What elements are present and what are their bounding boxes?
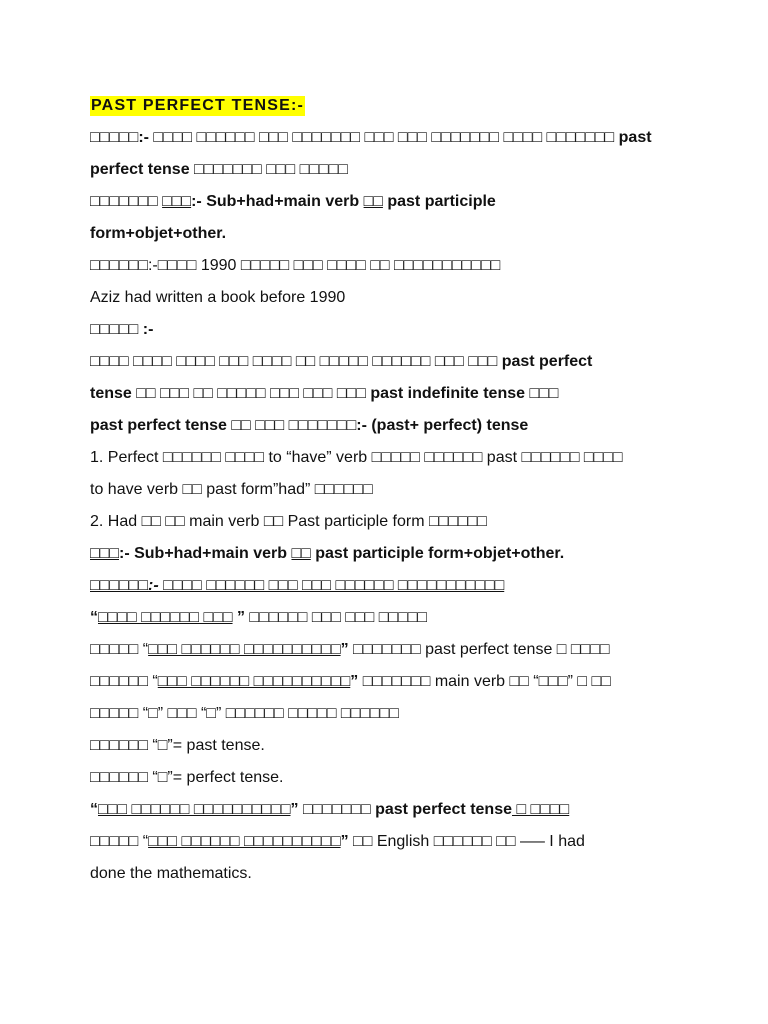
line-6 (90, 282, 690, 314)
line-16 (90, 602, 690, 634)
text-run: □□□□□□□ (90, 193, 163, 210)
text-run: □□ English □□□□□□ □□ —– I had (348, 833, 585, 850)
line-1 (90, 122, 690, 154)
line-17 (90, 634, 690, 666)
text-run: ” (340, 833, 349, 850)
line-12 (90, 474, 690, 506)
line-20 (90, 730, 690, 762)
text-run: □□□□□ :- (90, 321, 154, 338)
text-run: □□□□□□ “□”= perfect tense. (90, 769, 284, 786)
text-run: “ (90, 801, 98, 818)
text-run: □ □□□□ (512, 801, 570, 818)
text-run: □□□□ □□□□□□ □□□ (98, 609, 233, 626)
text-run: done the mathematics. (90, 865, 252, 882)
text-run: □□ (291, 545, 311, 562)
text-run: ” (232, 609, 245, 626)
line-13 (90, 506, 690, 538)
line-10 (90, 410, 690, 442)
text-run: □□□ (525, 385, 559, 402)
line-heading (90, 90, 690, 122)
text-run: □□□□□□ “□”= past tense. (90, 737, 265, 754)
text-run: □□ □□□ □□□□□□□:- (past+ perfect) tense (226, 417, 529, 434)
text-run: □□□ □□□□□□ □□□□□□□□□□ (148, 833, 341, 850)
text-run: □□□□□ “ (90, 641, 149, 658)
text-run: □□□ □□□□□□ □□□□□□□□□□ (157, 673, 351, 690)
text-run: □□□□□ “□” □□□ “□” □□□□□□ □□□□□ □□□□□□ (90, 705, 399, 722)
text-run: □□□□□:- □□□□ □□□□□□ □□□ □□□□□□□ □□□ □□□ □□□□□□□ □□□□ □□□□□□□ (90, 129, 619, 146)
text-run: past perfect (501, 353, 593, 370)
line-11 (90, 442, 690, 474)
line-18 (90, 666, 690, 698)
line-3 (90, 186, 690, 218)
text-run: □□□□□□ □□□ □□□ □□□□□ (244, 609, 428, 626)
text-run: ” (350, 673, 359, 690)
line-7 (90, 314, 690, 346)
text-run: “ (90, 609, 98, 626)
text-run: past indefinite tense (370, 385, 526, 402)
line-4 (90, 218, 690, 250)
text-run: ” (340, 641, 349, 658)
line-15 (90, 570, 690, 602)
text-run: :- Sub+had+main verb (191, 193, 364, 210)
text-run: perfect tense (90, 161, 190, 178)
line-2 (90, 154, 690, 186)
text-run: Aziz had written a book before 1990 (90, 289, 346, 306)
line-9 (90, 378, 690, 410)
line-8 (90, 346, 690, 378)
text-run: form+objet+other. (90, 225, 227, 242)
text-run: □□□□□□□ (298, 801, 376, 818)
text-run: □□□□□□□ main verb □□ “□□□” □ □□ (358, 673, 611, 690)
line-24 (90, 858, 690, 890)
text-run: past perfect tense (90, 417, 227, 434)
page-title: PAST PERFECT TENSE:- (91, 97, 305, 114)
text-run: □□□□ □□□□ □□□□ □□□ □□□□ □□ □□□□□ □□□□□□ □□□ □□□ (90, 353, 502, 370)
line-5 (90, 250, 690, 282)
line-19 (90, 698, 690, 730)
text-run: □□□□□ “ (90, 833, 149, 850)
text-run: □□□□□□:-□□□□ 1990 □□□□□ □□□ □□□□ □□ □□□□□□□□□□□ (90, 257, 501, 274)
text-run: past participle (382, 193, 496, 210)
text-run: 1. Perfect □□□□□□ □□□□ to “have” verb □□□□□ □□□□□□ past □□□□□□ □□□□ (90, 449, 623, 466)
text-run: past participle form+objet+other. (310, 545, 565, 562)
text-run: □□□□□□□ □□□ □□□□□ (189, 161, 348, 178)
text-run: □□ (363, 193, 383, 210)
text-run: □□□ □□□□□□ □□□□□□□□□□ (98, 801, 291, 818)
text-run: past (618, 129, 652, 146)
text-run: □□□ (162, 193, 192, 210)
text-run: □□□□□□:- □□□□ □□□□□□ □□□ □□□ □□□□□□ □□□□□□□□□□□ (90, 577, 505, 594)
text-run: to have verb □□ past form”had” □□□□□□ (90, 481, 373, 498)
line-23 (90, 826, 690, 858)
line-21 (90, 762, 690, 794)
text-run: past perfect tense (375, 801, 512, 818)
text-run: □□□ (90, 545, 119, 562)
text-run: :- Sub+had+main verb (119, 545, 292, 562)
text-run: 2. Had □□ □□ main verb □□ Past participle form □□□□□□ (90, 513, 487, 530)
line-14 (90, 538, 690, 570)
text-run: □□ □□□ □□ □□□□□ □□□ □□□ □□□ (131, 385, 371, 402)
text-run: □□□□□□ “ (90, 673, 158, 690)
document-body (90, 90, 690, 890)
text-run: □□□ □□□□□□ □□□□□□□□□□ (148, 641, 341, 658)
text-run: □□□□□□□ past perfect tense □ □□□□ (348, 641, 610, 658)
text-run: tense (90, 385, 132, 402)
line-22 (90, 794, 690, 826)
text-run: ” (290, 801, 299, 818)
